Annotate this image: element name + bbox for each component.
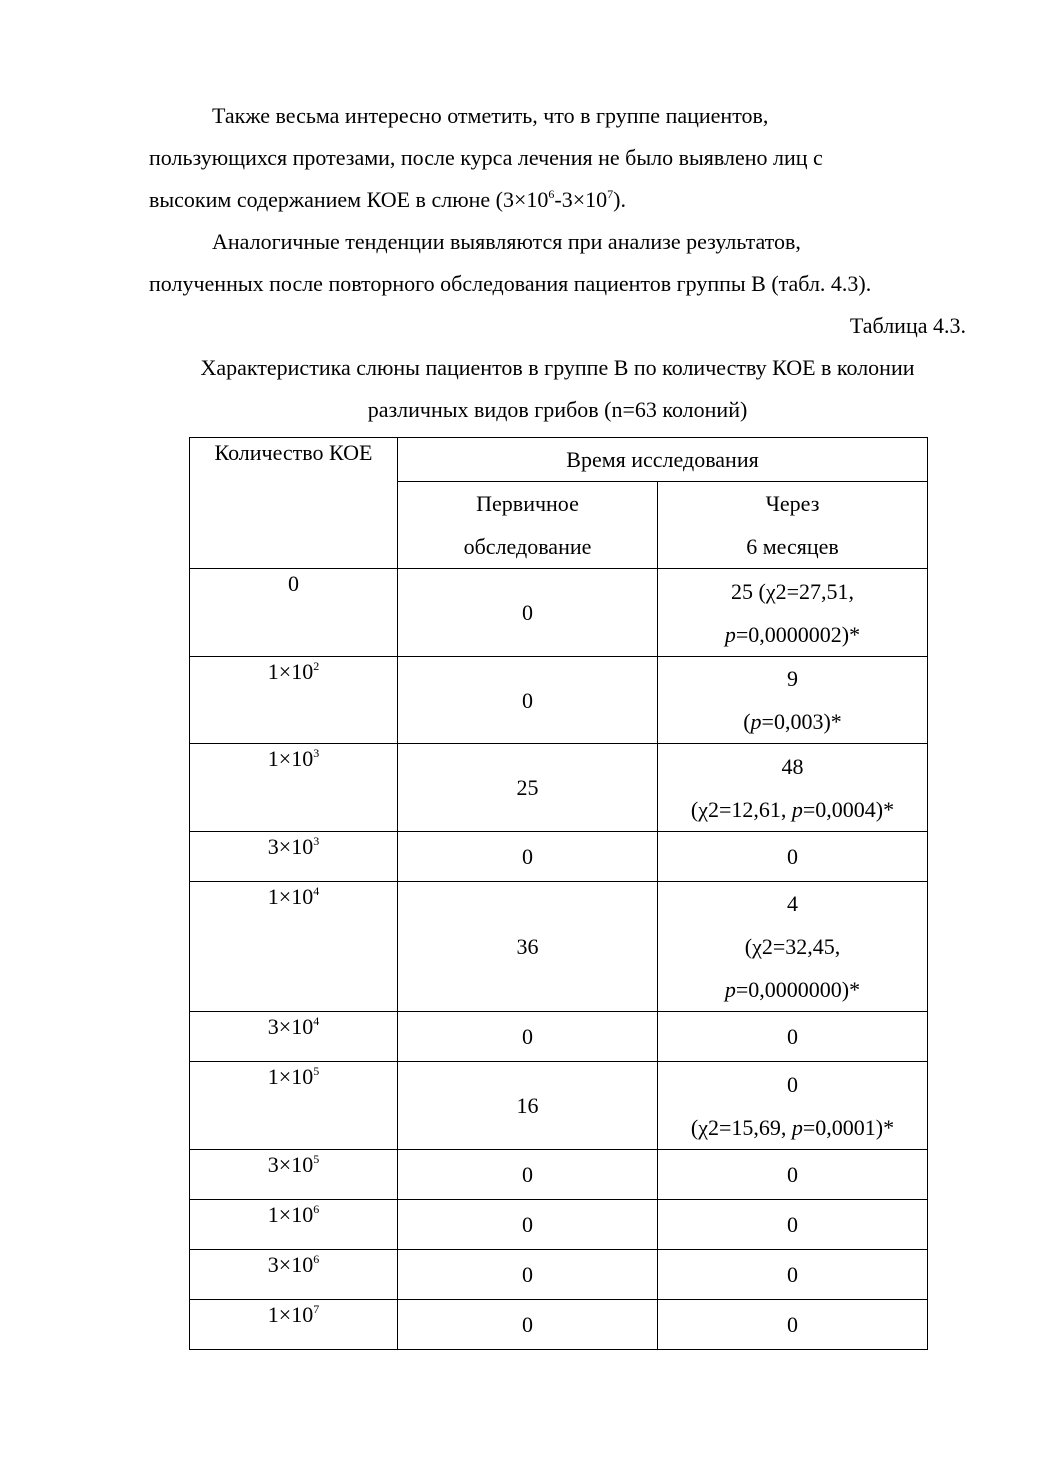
- cell-line: 4: [787, 891, 798, 916]
- cell-line: 25 (χ2=27,51,: [731, 578, 854, 604]
- text-fragment: (χ2=12,61,: [690, 796, 792, 822]
- superscript: 7: [607, 187, 614, 201]
- cell-koe-amount: [190, 569, 398, 657]
- text-fragment: (χ2=15,69,: [690, 1114, 792, 1140]
- koe-base: 3×10: [267, 1152, 314, 1177]
- paragraph-1-line-3: [149, 187, 626, 216]
- cell-primary: 0: [398, 1150, 658, 1200]
- text-fragment: высоким содержанием КОЕ в слюне (3×10: [149, 187, 549, 212]
- cell-after-6-months: [658, 882, 928, 1012]
- table-row: [190, 1062, 928, 1150]
- koe-exponent: 3: [313, 834, 320, 848]
- cell-line: 0: [787, 1312, 798, 1337]
- koe-base: 0: [288, 571, 299, 596]
- header-line: 6 месяцев: [746, 534, 839, 559]
- table-row: [190, 882, 928, 1012]
- koe-exponent: 5: [313, 1152, 320, 1166]
- text-fragment: (: [743, 709, 751, 734]
- koe-base: 3×10: [267, 1252, 314, 1277]
- p-value-symbol: p: [791, 796, 803, 822]
- cell-after-6-months: [658, 1012, 928, 1062]
- koe-exponent: 3: [313, 746, 320, 760]
- text-fragment: =0,0000000)*: [735, 977, 861, 1002]
- table-row: [190, 1012, 928, 1062]
- cell-primary: 16: [398, 1062, 658, 1150]
- cell-line: 9: [787, 666, 798, 691]
- text-fragment: =0,0004)*: [802, 796, 895, 822]
- cell-after-6-months: [658, 569, 928, 657]
- cell-primary: 0: [398, 1300, 658, 1350]
- cell-line: [658, 925, 927, 968]
- cell-koe-amount: [190, 1012, 398, 1062]
- cell-koe-amount: [190, 1062, 398, 1150]
- text-fragment: =0,003)*: [761, 709, 842, 734]
- cell-primary: 0: [398, 1250, 658, 1300]
- text-fragment: =0,0000002)*: [735, 621, 861, 647]
- cell-primary: 0: [398, 569, 658, 657]
- superscript: 6: [548, 187, 555, 201]
- table-row: [190, 1250, 928, 1300]
- koe-base: 1×10: [267, 884, 314, 909]
- cell-line: 0: [787, 1071, 798, 1097]
- cell-line: 0: [787, 1024, 798, 1049]
- koe-base: 1×10: [267, 1302, 314, 1327]
- p-value-symbol: p: [791, 1114, 803, 1140]
- cell-line: [658, 968, 927, 1011]
- p-value-symbol: p: [750, 709, 762, 734]
- table-row: [190, 744, 928, 832]
- cell-after-6-months: [658, 832, 928, 882]
- paragraph-1-line-1: Также весьма интересно отметить, что в группе пациентов,: [212, 103, 769, 128]
- cell-koe-amount: [190, 832, 398, 882]
- p-value-symbol: p: [724, 977, 736, 1002]
- cell-koe-amount: [190, 744, 398, 832]
- cell-after-6-months: [658, 1150, 928, 1200]
- koe-base: 3×10: [267, 1014, 314, 1039]
- cell-primary: 0: [398, 1200, 658, 1250]
- table-caption-line-1: Характеристика слюны пациентов в группе В по количеству КОЕ в колонии: [200, 355, 915, 380]
- koe-base: 3×10: [267, 834, 314, 859]
- cell-primary: 0: [398, 657, 658, 744]
- cell-line: [658, 700, 927, 743]
- cell-line: 0: [787, 1162, 798, 1187]
- col-header-primary: [398, 482, 658, 569]
- koe-exponent: 2: [313, 659, 320, 673]
- cell-after-6-months: [658, 1300, 928, 1350]
- p-value-symbol: p: [724, 621, 736, 647]
- table-row: [190, 832, 928, 882]
- cell-koe-amount: [190, 882, 398, 1012]
- cell-after-6-months: [658, 657, 928, 744]
- cell-line: 0: [787, 1262, 798, 1287]
- cell-koe-amount: [190, 1200, 398, 1250]
- cell-primary: 36: [398, 882, 658, 1012]
- table-row: [190, 1200, 928, 1250]
- table-row: [190, 657, 928, 744]
- cell-line: 0: [787, 844, 798, 869]
- table-row: [190, 569, 928, 657]
- koe-base: 1×10: [267, 659, 314, 684]
- paragraph-1-line-2: пользующихся протезами, после курса лечения не было выявлено лиц с: [149, 145, 823, 170]
- header-line: Через: [765, 491, 820, 516]
- table-row: [190, 1300, 928, 1350]
- cell-koe-amount: [190, 1300, 398, 1350]
- koe-exponent: 5: [313, 1064, 320, 1078]
- cell-line: [658, 1106, 927, 1149]
- text-fragment: =0,0001)*: [802, 1114, 895, 1140]
- cell-after-6-months: [658, 1062, 928, 1150]
- text-fragment: (χ2=32,45,: [744, 934, 841, 959]
- cell-line: 48: [781, 753, 804, 779]
- cell-after-6-months: [658, 744, 928, 832]
- cell-primary: 0: [398, 832, 658, 882]
- col-header-after-6-months: [658, 482, 928, 569]
- header-line: Первичное: [476, 491, 579, 516]
- table-caption-line-2: различных видов грибов (n=63 колоний): [367, 397, 748, 422]
- cell-koe-amount: [190, 657, 398, 744]
- koe-base: 1×10: [267, 1064, 314, 1089]
- koe-exponent: 6: [313, 1252, 320, 1266]
- paragraph-2-line-1: Аналогичные тенденции выявляются при анализе результатов,: [212, 229, 801, 254]
- koe-table: [189, 437, 928, 1350]
- koe-exponent: 7: [313, 1302, 320, 1316]
- cell-primary: 25: [398, 744, 658, 832]
- header-line: обследование: [463, 534, 592, 559]
- cell-line: [658, 788, 927, 831]
- koe-exponent: 4: [313, 1014, 320, 1028]
- cell-line: [658, 613, 927, 656]
- table-row: [190, 1150, 928, 1200]
- col-header-koe: Количество КОЕ: [190, 438, 398, 569]
- koe-base: 1×10: [267, 746, 314, 771]
- cell-after-6-months: [658, 1250, 928, 1300]
- text-fragment: -3×10: [554, 187, 608, 212]
- cell-primary: 0: [398, 1012, 658, 1062]
- cell-koe-amount: [190, 1250, 398, 1300]
- cell-koe-amount: [190, 1150, 398, 1200]
- koe-base: 1×10: [267, 1202, 314, 1227]
- text-fragment: ).: [613, 187, 626, 212]
- cell-line: 0: [787, 1212, 798, 1237]
- koe-exponent: 6: [313, 1202, 320, 1216]
- koe-exponent: 4: [313, 884, 320, 898]
- table-label: Таблица 4.3.: [849, 313, 966, 338]
- cell-after-6-months: [658, 1200, 928, 1250]
- group-header-time: Время исследования: [398, 438, 928, 482]
- paragraph-2-line-2: полученных после повторного обследования пациентов группы В (табл. 4.3).: [149, 271, 872, 296]
